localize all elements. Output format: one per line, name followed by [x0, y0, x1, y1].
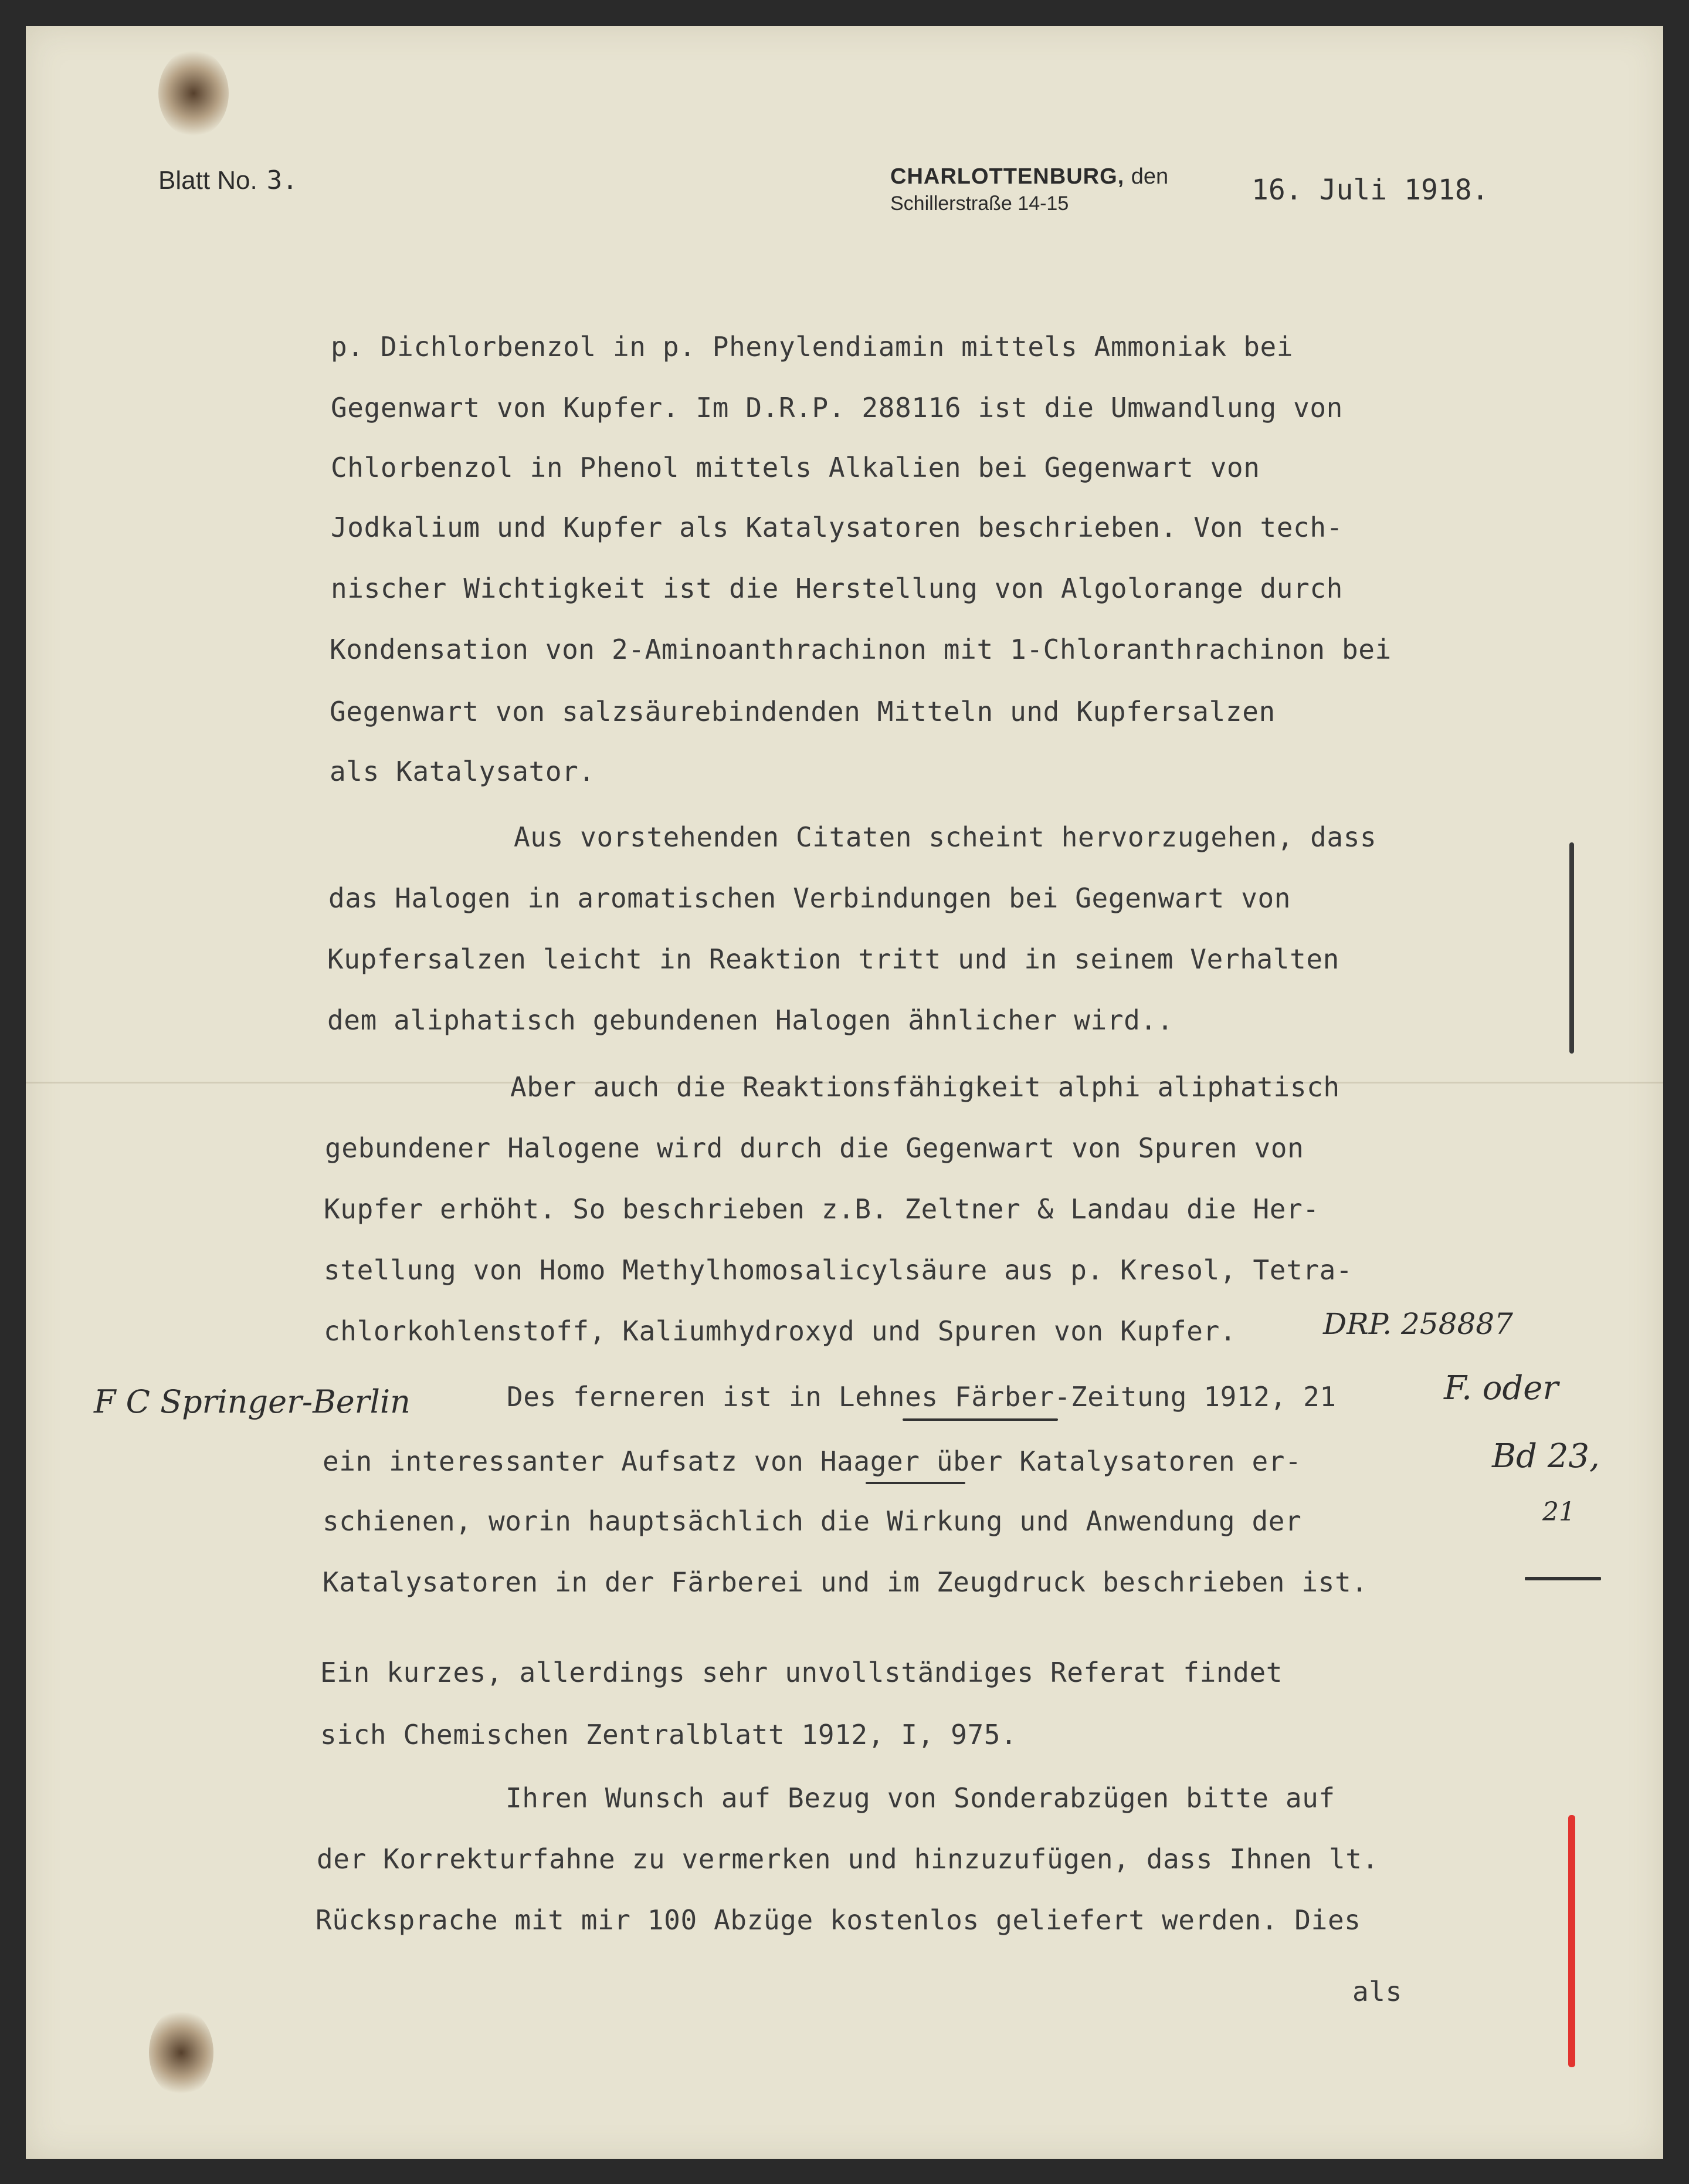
letterhead-city [890, 164, 1168, 189]
body-line: das Halogen in aromatischen Verbindungen bei Gegenwart von [328, 882, 1291, 914]
letter-page [26, 26, 1663, 2159]
sheet-number: 3. [266, 165, 298, 195]
body-line: Des ferneren ist in Lehnes Färber-Zeitung 1912, 21 [507, 1381, 1337, 1413]
body-line: der Korrekturfahne zu vermerken und hinzuzufügen, dass Ihnen lt. [317, 1843, 1379, 1875]
body-line: Jodkalium und Kupfer als Katalysatoren beschrieben. Von tech- [331, 512, 1343, 543]
body-line: Aber auch die Reaktionsfähigkeit alphi aliphatisch [510, 1071, 1340, 1103]
sheet-number-label [158, 165, 298, 195]
body-line: Kupfer erhöht. So beschrieben z.B. Zeltner & Landau die Her- [324, 1193, 1320, 1225]
body-line: sich Chemischen Zentralblatt 1912, I, 975. [320, 1719, 1018, 1750]
city-name: CHARLOTTENBURG, [890, 164, 1125, 189]
sheet-label-text: Blatt No. [158, 166, 257, 195]
handwritten-bd-23: Bd 23, [1492, 1437, 1600, 1475]
margin-red-pencil-mark [1568, 1815, 1575, 2067]
handwritten-f-oder: F. oder [1444, 1369, 1559, 1407]
body-line: Aus vorstehenden Citaten scheint hervorzugehen, dass [514, 821, 1377, 853]
body-line: gebundener Halogene wird durch die Gegenwart von Spuren von [325, 1132, 1304, 1164]
handwritten-drp-note: DRP. 258887 [1323, 1307, 1513, 1341]
handwritten-21: 21 [1542, 1497, 1575, 1527]
body-line: Chlorbenzol in Phenol mittels Alkalien bei Gegenwart von [331, 452, 1260, 483]
city-suffix: den [1131, 164, 1169, 189]
body-line: Gegenwart von Kupfer. Im D.R.P. 288116 ist die Umwandlung von [331, 392, 1343, 424]
underline-lehnes [903, 1418, 1058, 1421]
body-line: chlorkohlenstoff, Kaliumhydroxyd und Spuren von Kupfer. [324, 1315, 1237, 1347]
body-line: stellung von Homo Methylhomosalicylsäure aus p. Kresol, Tetra- [324, 1254, 1353, 1286]
ink-stain-top [158, 49, 229, 137]
body-line: als [1352, 1976, 1402, 2007]
body-line: schienen, worin hauptsächlich die Wirkung und Anwendung der [323, 1505, 1302, 1537]
body-line: als Katalysator. [330, 756, 595, 787]
body-line: Ein kurzes, allerdings sehr unvollständiges Referat findet [320, 1657, 1283, 1688]
underline-haager [866, 1482, 965, 1484]
body-line: Katalysatoren in der Färberei und im Zeugdruck beschrieben ist. [323, 1566, 1368, 1598]
letterhead-street: Schillerstraße 14-15 [890, 192, 1069, 215]
margin-pencil-mark [1569, 842, 1574, 1054]
scribble-strike [1525, 1577, 1601, 1580]
handwritten-springer-note: F C Springer-Berlin [94, 1383, 411, 1420]
body-line: dem aliphatisch gebundenen Halogen ähnlicher wird.. [327, 1004, 1174, 1036]
body-line: Kupfersalzen leicht in Reaktion tritt und in seinem Verhalten [327, 943, 1339, 975]
body-line: Rücksprache mit mir 100 Abzüge kostenlos geliefert werden. Dies [316, 1904, 1361, 1936]
body-line: Ihren Wunsch auf Bezug von Sonderabzügen bitte auf [506, 1782, 1335, 1814]
ink-stain-bottom [149, 2009, 213, 2097]
body-line: Kondensation von 2-Aminoanthrachinon mit 1-Chloranthrachinon bei [330, 634, 1392, 665]
letter-date: 16. Juli 1918. [1252, 174, 1489, 206]
body-line: p. Dichlorbenzol in p. Phenylendiamin mittels Ammoniak bei [331, 331, 1294, 363]
body-line: nischer Wichtigkeit ist die Herstellung von Algolorange durch [331, 573, 1343, 604]
body-line: ein interessanter Aufsatz von Haager über Katalysatoren er- [323, 1445, 1302, 1477]
body-line: Gegenwart von salzsäurebindenden Mitteln und Kupfersalzen [330, 696, 1276, 727]
